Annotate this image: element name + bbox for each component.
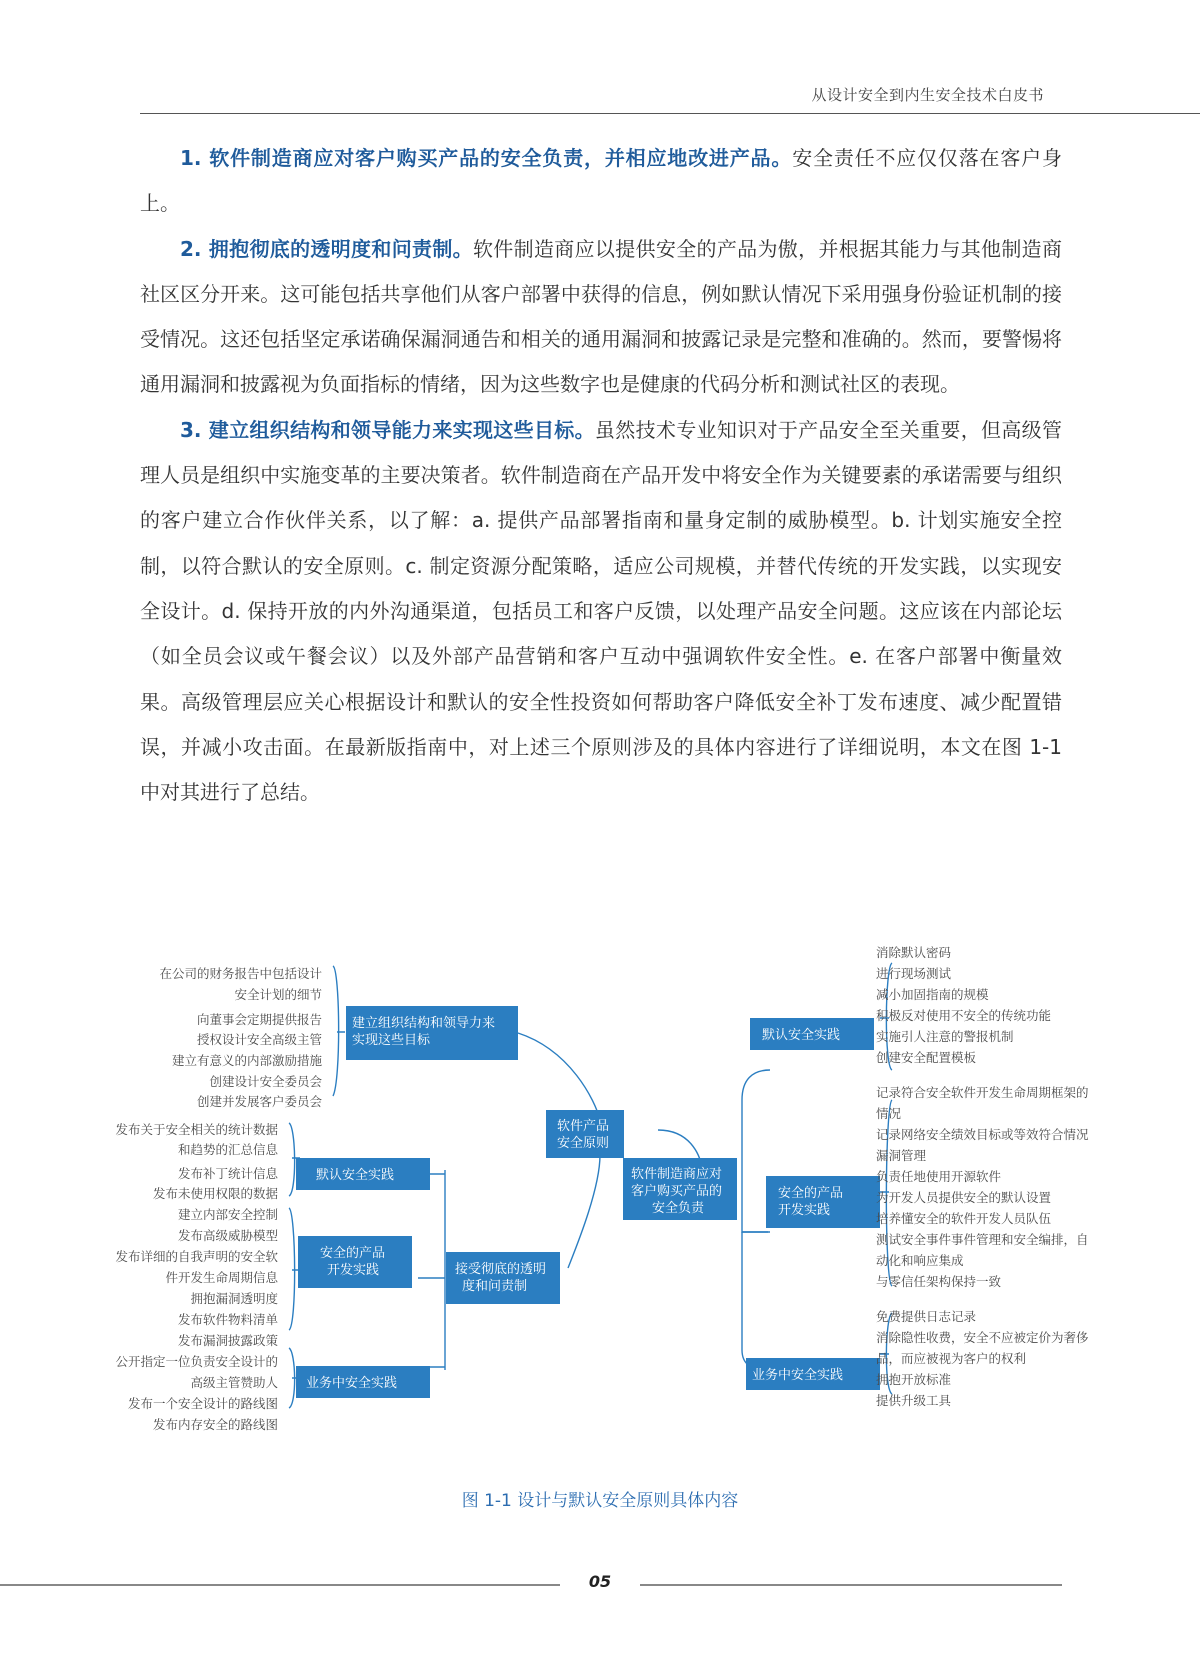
r-biz-item: 提供升级工具 bbox=[876, 1393, 952, 1408]
t-biz-item: 高级主管赞助人 bbox=[190, 1375, 278, 1390]
t-dev-item: 发布高级威胁模型 bbox=[177, 1228, 278, 1243]
node-r-default bbox=[750, 1018, 874, 1050]
r-dev-item: 记录网络安全绩效目标或等效符合情况 bbox=[876, 1127, 1089, 1142]
org-box-line-1: 建立组织结构和领导力来 bbox=[352, 1016, 496, 1031]
t-dev-items bbox=[115, 1207, 278, 1348]
r-default-item: 进行现场测试 bbox=[876, 966, 952, 981]
paragraph-3-lead: 3. 建立组织结构和领导能力来实现这些目标。 bbox=[180, 417, 595, 442]
node-r-biz bbox=[746, 1358, 880, 1390]
figure-caption: 图 1-1 设计与默认安全原则具体内容 bbox=[461, 1491, 739, 1511]
transparency-box-line-2: 度和问责制 bbox=[462, 1279, 528, 1294]
r-default-item: 消除默认密码 bbox=[876, 945, 952, 960]
r-dev-box bbox=[766, 1176, 880, 1228]
t-dev-item: 拥抱漏洞透明度 bbox=[190, 1291, 278, 1306]
connector-trans-trunk bbox=[414, 1170, 445, 1370]
t-dev-item: 发布软件物料清单 bbox=[177, 1312, 278, 1327]
t-default-box-label: 默认安全实践 bbox=[316, 1168, 395, 1183]
org-box-line-2: 实现这些目标 bbox=[352, 1033, 431, 1048]
r-dev-item: 与零信任架构保持一致 bbox=[876, 1274, 1002, 1289]
principles-box-line-2: 安全原则 bbox=[557, 1136, 610, 1151]
t-dev-box bbox=[298, 1236, 412, 1288]
paragraph-3-text: 虽然技术专业知识对于产品安全至关重要，但高级管理人员是组织中实施变革的主要决策者。软件制造商在产品开发中将安全作为关键要素的承诺需要与组织的客户建立合作伙伴关系，以了解：a. 提供产品部署指南和量身定制的威胁模型。b. 计划实施安全控制，以符合默认的安全原则。c. 制定资源分配策略，适应公司规模，并替代传统的开发实践，以实现安全设计。d. 保持开放的内外沟通渠道，包括员工和客户反馈，以处理产品安全问题。这应该在内部论坛（如全员会议或午餐会议）以及外部产品营销和客户互动中强调软件安全性。e. 在客户部署中衡量效果。高级管理层应关心根据设计和默认的安全性投资如何帮助客户降低安全补丁发布速度、减少配置错误，并减小攻击面。在最新版指南中，对上述三个原则涉及的具体内容进行了详细说明，本文在图 1-1 中对其进行了总结。 bbox=[140, 417, 1063, 805]
paragraph-2-text: 软件制造商应以提供安全的产品为傲，并根据其能力与其他制造商社区区分开来。这可能包括共享他们从客户部署中获得的信息，例如默认情况下采用强身份验证机制的接受情况。这还包括坚定承诺确保漏洞通告和相关的通用漏洞和披露记录是完整和准确的。然而，要警惕将通用漏洞和披露视为负面指标的情绪，因为这些数字也是健康的代码分析和测试社区的表现。 bbox=[140, 236, 1062, 397]
r-dev-item: 记录符合安全软件开发生命周期框架的 bbox=[876, 1085, 1089, 1100]
r-biz-item: 免费提供日志记录 bbox=[876, 1309, 977, 1324]
r-default-item: 减小加固指南的规模 bbox=[876, 987, 989, 1002]
t-default-item: 发布关于安全相关的统计数据 bbox=[115, 1122, 278, 1137]
org-items bbox=[159, 966, 322, 1109]
center-box-line-3: 安全负责 bbox=[652, 1201, 705, 1216]
t-biz-item: 公开指定一位负责安全设计的 bbox=[115, 1354, 278, 1369]
org-item: 安全计划的细节 bbox=[234, 987, 322, 1002]
org-item: 创建设计安全委员会 bbox=[209, 1074, 322, 1089]
r-biz-item: 消除隐性收费，安全不应被定价为奢侈 bbox=[876, 1330, 1089, 1345]
r-dev-item: 培养懂安全的软件开发人员队伍 bbox=[876, 1211, 1052, 1226]
r-dev-box-line-2: 开发实践 bbox=[778, 1203, 831, 1218]
r-biz-item: 拥抱开放标准 bbox=[876, 1372, 952, 1387]
r-dev-box-line-1: 安全的产品 bbox=[778, 1186, 844, 1201]
r-default-items bbox=[876, 945, 1051, 1065]
node-org bbox=[346, 1006, 518, 1060]
node-principles bbox=[546, 1110, 624, 1158]
principles-box-line-1: 软件产品 bbox=[557, 1119, 610, 1134]
t-biz-box-label: 业务中安全实践 bbox=[306, 1376, 398, 1391]
t-default-items bbox=[115, 1122, 278, 1201]
paragraph-1-text: 安全责任不应仅仅落在客户身上。 bbox=[140, 146, 1062, 216]
t-dev-box-line-1: 安全的产品 bbox=[320, 1246, 386, 1261]
node-t-default bbox=[296, 1158, 430, 1190]
connector-right-trunk bbox=[742, 1070, 770, 1232]
r-dev-item: 负责任地使用开源软件 bbox=[876, 1169, 1002, 1184]
node-t-dev bbox=[298, 1236, 412, 1288]
footer-rule-left bbox=[0, 1584, 560, 1586]
mindmap-diagram bbox=[0, 930, 1200, 1440]
center-box-line-1: 软件制造商应对 bbox=[631, 1167, 723, 1182]
r-dev-items bbox=[876, 1085, 1089, 1289]
r-biz-item: 品，而应被视为客户的权利 bbox=[876, 1351, 1027, 1366]
t-default-item: 和趋势的汇总信息 bbox=[177, 1142, 278, 1157]
t-biz-item: 发布一个安全设计的路线图 bbox=[127, 1396, 278, 1411]
connector-right-dev bbox=[742, 1232, 770, 1370]
t-dev-item: 建立内部安全控制 bbox=[177, 1207, 278, 1222]
r-dev-item: 为开发人员提供安全的默认设置 bbox=[876, 1190, 1052, 1205]
center-box-line-2: 客户购买产品的 bbox=[631, 1184, 723, 1199]
org-item: 在公司的财务报告中包括设计 bbox=[159, 966, 322, 981]
t-dev-item: 发布详细的自我声明的安全软 bbox=[115, 1249, 278, 1264]
t-biz-items bbox=[115, 1354, 278, 1432]
page-number: 05 bbox=[588, 1572, 612, 1591]
bracket-org bbox=[333, 966, 345, 1096]
r-dev-item: 测试安全事件事件管理和安全编排，自 bbox=[876, 1232, 1089, 1247]
org-item: 建立有意义的内部激励措施 bbox=[171, 1053, 322, 1068]
r-dev-item: 动化和响应集成 bbox=[876, 1253, 964, 1268]
t-dev-box-line-2: 开发实践 bbox=[327, 1263, 380, 1278]
connector-org-principles bbox=[518, 1033, 600, 1120]
t-biz-item: 发布内存安全的路线图 bbox=[152, 1417, 278, 1432]
header-rule bbox=[140, 113, 1200, 114]
paragraph-2 bbox=[140, 227, 1062, 408]
node-t-biz bbox=[296, 1366, 430, 1398]
r-biz-items bbox=[876, 1309, 1089, 1408]
r-dev-item: 情况 bbox=[876, 1106, 902, 1121]
connector-principles-center bbox=[568, 1155, 600, 1268]
paragraph-3 bbox=[140, 408, 1062, 816]
r-default-item: 创建安全配置模板 bbox=[876, 1050, 977, 1065]
t-dev-item: 发布漏洞披露政策 bbox=[177, 1333, 278, 1348]
t-default-item: 发布补丁统计信息 bbox=[177, 1166, 278, 1181]
org-item: 向董事会定期提供报告 bbox=[196, 1012, 322, 1027]
paragraph-1-lead: 1. 软件制造商应对客户购买产品的安全负责，并相应地改进产品。 bbox=[180, 146, 793, 170]
footer-rule-right bbox=[640, 1584, 1062, 1586]
node-transparency bbox=[446, 1252, 560, 1304]
org-item: 创建并发展客户委员会 bbox=[196, 1094, 322, 1109]
transparency-box-line-1: 接受彻底的透明 bbox=[455, 1262, 547, 1277]
t-dev-item: 件开发生命周期信息 bbox=[165, 1270, 278, 1285]
t-default-item: 发布未使用权限的数据 bbox=[152, 1186, 278, 1201]
r-default-item: 实施引人注意的警报机制 bbox=[876, 1029, 1014, 1044]
transparency-box bbox=[446, 1252, 560, 1304]
r-dev-item: 漏洞管理 bbox=[876, 1148, 927, 1163]
node-r-dev bbox=[766, 1176, 880, 1228]
r-biz-box-label: 业务中安全实践 bbox=[752, 1368, 844, 1383]
node-center bbox=[623, 1158, 737, 1220]
body-text bbox=[140, 136, 1062, 815]
paragraph-1 bbox=[140, 136, 1062, 227]
r-default-box-label: 默认安全实践 bbox=[762, 1028, 841, 1043]
paragraph-2-lead: 2. 拥抱彻底的透明度和问责制。 bbox=[180, 236, 473, 261]
r-default-item: 积极反对使用不安全的传统功能 bbox=[876, 1008, 1052, 1023]
running-header: 从设计安全到内生安全技术白皮书 bbox=[811, 86, 1044, 104]
org-item: 授权设计安全高级主管 bbox=[196, 1032, 322, 1047]
